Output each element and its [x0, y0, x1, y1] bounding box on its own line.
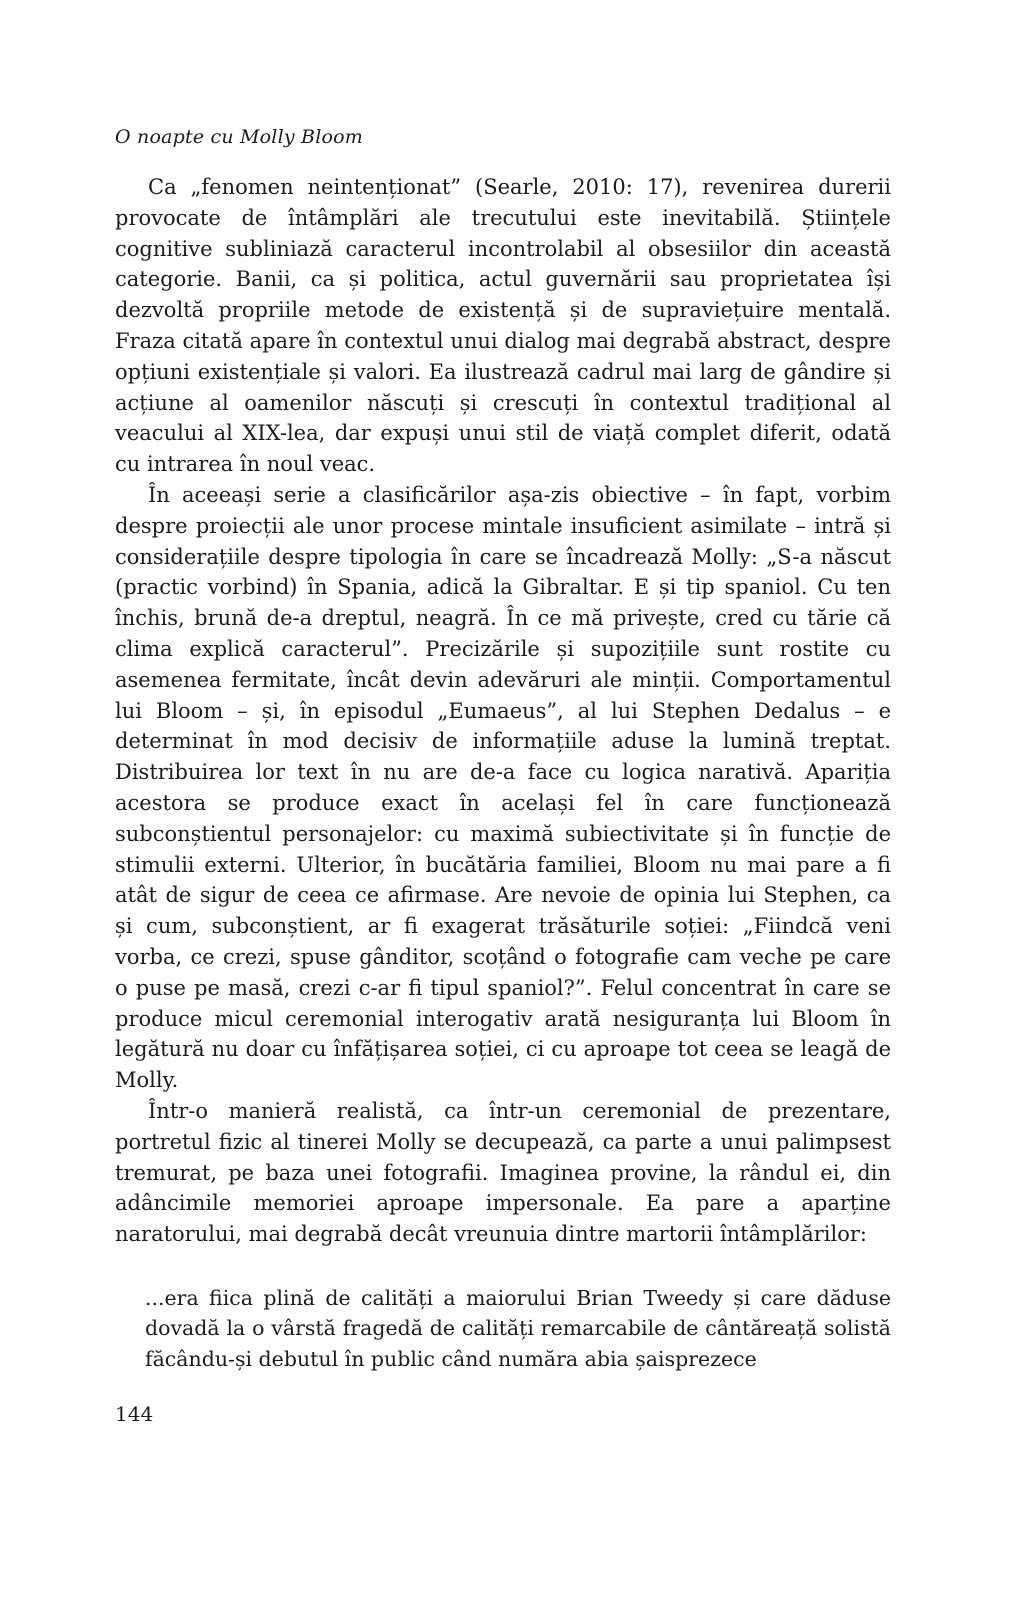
- body-text: [115, 172, 891, 1374]
- running-header: O noapte cu Molly Bloom: [115, 126, 363, 148]
- paragraph-3: Într-o manieră realistă, ca într-un ceremonial de prezentare, portretul fizic al tinerei Molly se decupează, ca parte a unui palimpsest tremurat, pe baza unei fotografii. Imaginea provine, la rândul ei, din adâncimile memoriei aproape impersonale. Ea pare a aparține naratorului, mai degrabă decât vreunuia dintre martorii întâmplărilor:: [115, 1098, 891, 1247]
- page-number: 144: [115, 1402, 154, 1426]
- paragraph-2: În aceeași serie a clasificărilor așa-zis obiective – în fapt, vorbim despre proiecții ale unor procese mintale insuficient asimilate – intră și considerațiile despre tipologia în care se încadrează Molly: „S-a născut (practic vorbind) în Spania, adică la Gibraltar. E și tip spaniol. Cu ten închis, brună de-a dreptul, neagră. În ce mă privește, cred cu tărie că clima explică caracterul”. Precizările și supozițiile sunt rostite cu asemenea fermitate, încât devin adevăruri ale minții. Comportamentul lui Bloom – și, în episodul „Eumaeus”, al lui Stephen Dedalus – e determinat în mod decisiv de informațiile aduse la lumină treptat. Distribuirea lor text în nu are de-a face cu logica narativă. Apariția acestora se produce exact în același fel în care funcționează subconștientul personajelor: cu maximă subiectivitate și în funcție de stimulii externi. Ulterior, în bucătăria familiei, Bloom nu mai pare a fi atât de sigur de ceea ce afirmase. Are nevoie de opinia lui Stephen, ca și cum, subconștient, ar fi exagerat trăsăturile soției: „Fiindcă veni vorba, ce crezi, spuse gânditor, scoțând o fotografie cam veche pe care o puse pe masă, crezi c-ar fi tipul spaniol?”. Felul concentrat în care se produce micul ceremonial interogativ arată nesiguranța lui Bloom în legătură nu doar cu înfățișarea soției, ci cu aproape tot ceea se leagă de Molly.: [115, 482, 891, 1093]
- block-quote: ...era fiica plină de calități a maiorului Brian Tweedy și care dăduse dovadă la o vârstă fragedă de calități remarcabile de cântăreață solistă făcându-și debutul în public când număra abia șaisprezece: [145, 1285, 891, 1371]
- paragraph-1: Ca „fenomen neintenționat” (Searle, 2010: 17), revenirea durerii provocate de întâmplări ale trecutului este inevitabilă. Științele cognitive subliniază caracterul incontrolabil al obsesiilor din această categorie. Banii, ca și politica, actul guvernării sau proprietatea își dezvoltă propriile metode de existență și de supraviețuire mentală. Fraza citată apare în contextul unui dialog mai degrabă abstract, despre opțiuni existențiale și valori. Ea ilustrează cadrul mai larg de gândire și acțiune al oamenilor născuți și crescuți în contextul tradițional al veacului al XIX-lea, dar expuși unui stil de viață complet diferit, odată cu intrarea în noul veac.: [115, 175, 891, 477]
